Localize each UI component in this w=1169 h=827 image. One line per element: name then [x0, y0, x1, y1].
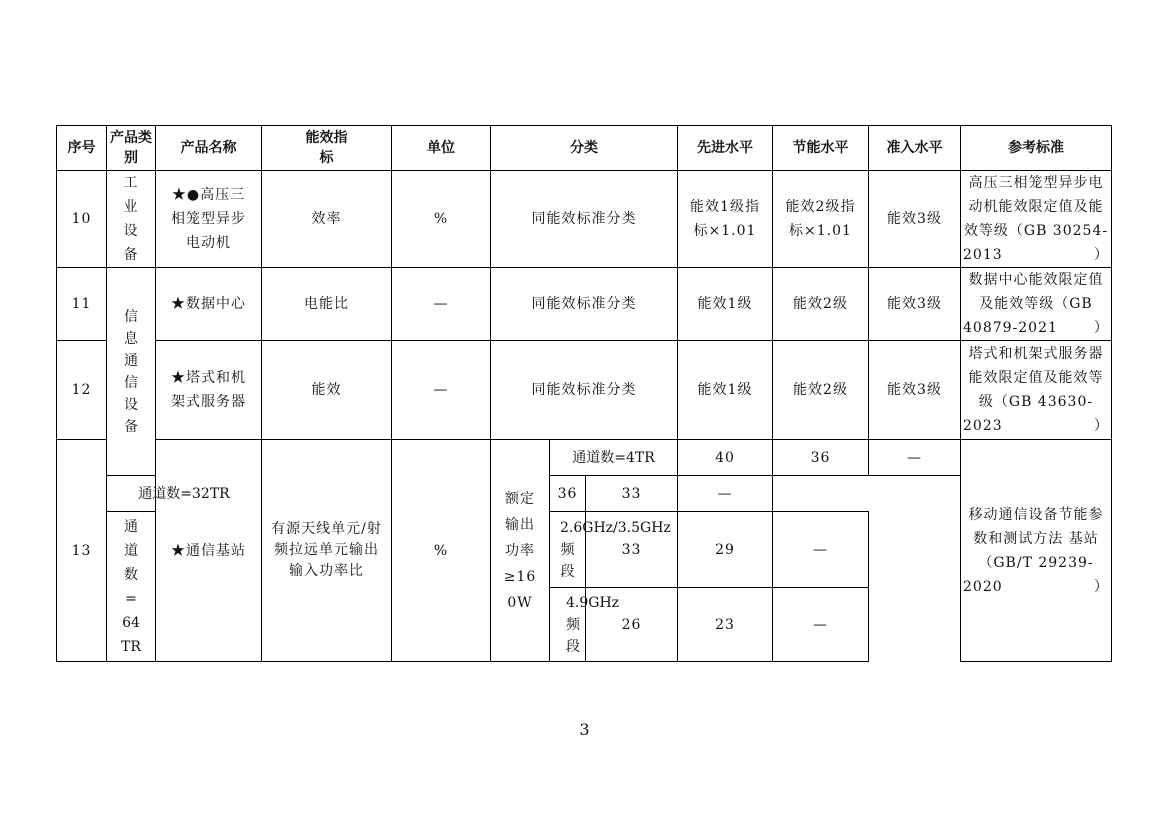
header-seq: 序号 — [57, 126, 107, 171]
energy-saving-cell: 36 — [773, 440, 869, 476]
energy-efficiency-table — [56, 125, 1112, 662]
product-name-cell: ★塔式和机架式服务器 — [156, 341, 262, 440]
advanced-cell: 33 — [586, 512, 678, 588]
access-cell: 能效3级 — [869, 341, 961, 440]
header-row — [57, 126, 1112, 171]
header-name: 产品名称 — [156, 126, 262, 171]
table-row — [57, 476, 1112, 512]
energy-saving-cell: 能效2级指标×1.01 — [773, 171, 869, 268]
reference-cell: 移动通信设备节能参数和测试方法 基站（GB/T 29239-2020） — [961, 440, 1112, 662]
seq-cell: 13 — [57, 440, 107, 662]
category-cell: 工业设备 — [107, 171, 156, 268]
header-advanced: 先进水平 — [678, 126, 773, 171]
access-cell: — — [678, 476, 773, 512]
advanced-cell: 能效1级 — [678, 268, 773, 341]
advanced-cell: 40 — [678, 440, 773, 476]
advanced-cell: 36 — [550, 476, 586, 512]
product-name-cell: ★通信基站 — [156, 440, 262, 662]
classification-cell: 同能效标准分类 — [491, 268, 678, 341]
product-name-cell: ★数据中心 — [156, 268, 262, 341]
energy-saving-cell: 能效2级 — [773, 268, 869, 341]
energy-saving-cell: 能效2级 — [773, 341, 869, 440]
header-classification: 分类 — [491, 126, 678, 171]
indicator-cell: 电能比 — [262, 268, 392, 341]
advanced-cell: 能效1级 — [678, 341, 773, 440]
reference-cell: 塔式和机架式服务器能效限定值及能效等级（GB 43630-2023） — [961, 341, 1112, 440]
energy-saving-cell: 23 — [678, 588, 773, 662]
header-access: 准入水平 — [869, 126, 961, 171]
category-cell — [107, 268, 156, 476]
access-cell: 能效3级 — [869, 268, 961, 341]
seq-cell: 11 — [57, 268, 107, 341]
indicator-cell: 有源天线单元/射频拉远单元输出输入功率比 — [262, 440, 392, 662]
reference-cell: 数据中心能效限定值及能效等级（GB 40879-2021） — [961, 268, 1112, 341]
unit-cell: % — [392, 171, 491, 268]
seq-cell: 10 — [57, 171, 107, 268]
page-number: 3 — [579, 720, 590, 739]
table-row — [57, 171, 1112, 268]
power-group-label: 额定输出功率≥160W — [503, 490, 537, 611]
seq-cell: 12 — [57, 341, 107, 440]
indicator-cell: 能效 — [262, 341, 392, 440]
classification-cell: 同能效标准分类 — [491, 341, 678, 440]
access-cell: — — [773, 588, 869, 662]
advanced-cell: 能效1级指标×1.01 — [678, 171, 773, 268]
advanced-cell: 26 — [586, 588, 678, 662]
header-reference: 参考标准 — [961, 126, 1112, 171]
product-name-cell: ★●高压三相笼型异步电动机 — [156, 171, 262, 268]
reference-cell: 高压三相笼型异步电动机能效限定值及能效等级（GB 30254-2013） — [961, 171, 1112, 268]
table-row — [57, 268, 1112, 341]
header-energy-saving: 节能水平 — [773, 126, 869, 171]
access-cell: — — [773, 512, 869, 588]
unit-cell: — — [392, 268, 491, 341]
unit-cell: — — [392, 341, 491, 440]
channel-group-label: 通道数=64TR — [121, 518, 141, 655]
classification-cell: 同能效标准分类 — [491, 171, 678, 268]
indicator-cell: 效率 — [262, 171, 392, 268]
header-unit: 单位 — [392, 126, 491, 171]
table-row — [57, 440, 1112, 476]
unit-cell: % — [392, 440, 491, 662]
energy-saving-cell: 33 — [586, 476, 678, 512]
subclass-cell: 通道数=32TR — [107, 476, 262, 512]
header-indicator: 能效指标 — [262, 126, 392, 171]
category-label: 信息通信设备 — [124, 308, 139, 435]
access-cell: — — [869, 440, 961, 476]
energy-saving-cell: 29 — [678, 512, 773, 588]
header-category: 产品类别 — [107, 126, 156, 171]
table-row — [57, 341, 1112, 440]
access-cell: 能效3级 — [869, 171, 961, 268]
subclass-cell: 2.6GHz/3.5GHz频段 — [550, 512, 586, 588]
power-group-cell — [491, 440, 550, 662]
subclass-cell: 通道数=4TR — [550, 440, 678, 476]
channel-group-cell — [107, 512, 156, 662]
subclass-cell: 4.9GHz频段 — [550, 588, 586, 662]
